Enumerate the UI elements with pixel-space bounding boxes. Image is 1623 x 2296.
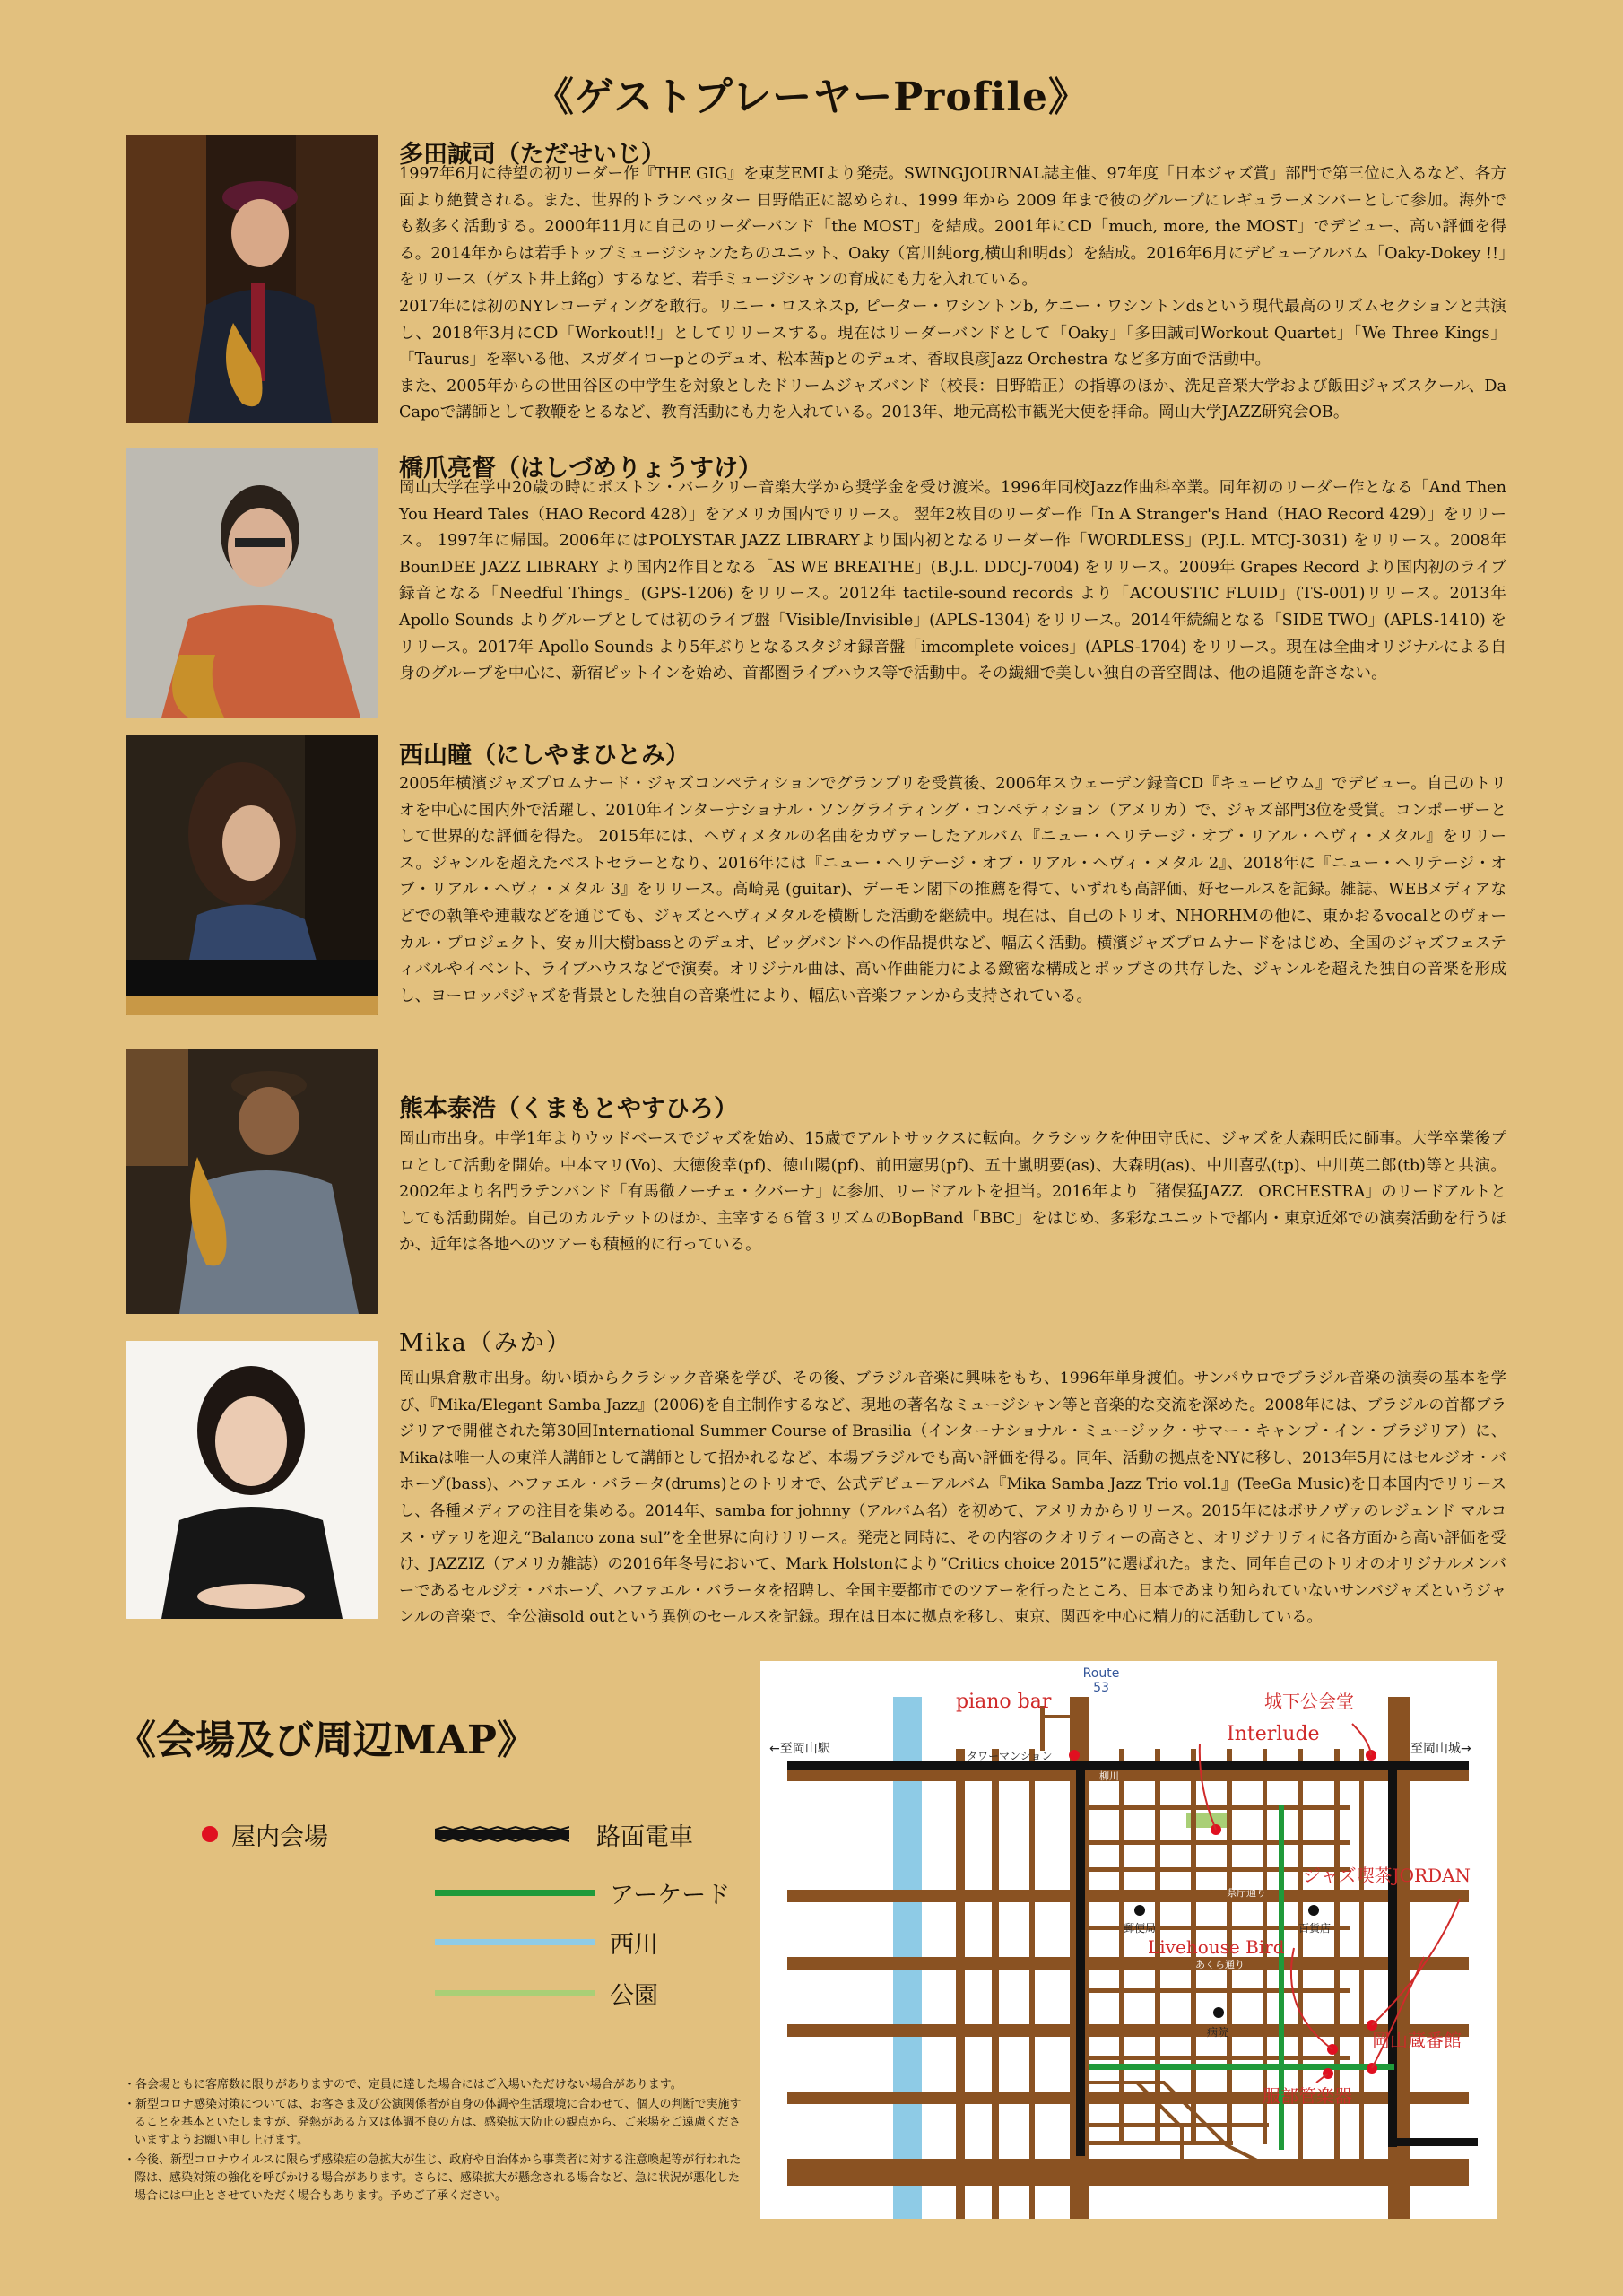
- legend-arcade: [435, 1874, 731, 1910]
- to-station-label: ←至岡山駅: [769, 1742, 830, 1756]
- route-label: Route: [1082, 1666, 1120, 1681]
- profile-bio: 2005年横濱ジャズプロムナード・ジャズコンペティションでグランプリを受賞後、2006年スウェーデン録音CD『キュービウム』でデビュー。自己のトリオを中心に国内外で活躍し、2010年インターナショナル・ソングライティング・コンペティション（アメリカ）で、ジャズ部門3位を受賞。コンポーザーとして世界的な評価を得た。 2015年には、ヘヴィメタルの名曲をカヴァーしたアルバム『ニュー・ヘリテージ・オブ・リアル・ヘヴィ・メタル』をリリース。ジャンルを超えたベストセラーとなり、2016年には『ニュー・ヘリテージ・オブ・リアル・ヘヴィ・メタル 2』、2018年に『ニュー・ヘリテージ・オブ・リアル・ヘヴィ・メタル 3』をリリース。高崎晃 (guitar)、デーモン閣下の推薦を得て、いずれも高評価、好セールスを記録。雑誌、WEBメディアなどでの執筆や連載などを通じても、ジャズとヘヴィメタルを横断した活動を継続中。現在は、自己のトリオ、NHORHMの他に、東かおるvocalとのヴォーカル・プロジェクト、安ヵ川大樹bassとのデュオ、ビッグバンドへの作品提供など、幅広く活動。横濱ジャズプロムナードをはじめ、全国のジャズフェスティバルやイベント、ライブハウスなどで演奏。オリジナル曲は、高い作曲能力による緻密な構成とポップさの共存した、ジャンルを超えた独自の音楽を形成し、ヨーロッパジャズを背景とした独自の音楽性により、幅広い音楽ファンから支持されている。: [399, 775, 1506, 1005]
- profile-bio: 岡山県倉敷市出身。幼い頃からクラシック音楽を学び、その後、ブラジル音楽に興味をもち、1996年単身渡伯。サンパウロでブラジル音楽の演奏の基本を学び、『Mika/Elegant Samba Jazz』(2006)を自主制作するなど、現地の著名なミュージシャン等と音楽的な交流を深めた。2008年には、ブラジルの首都ブラジリアで開催された第30回International Summer Course of Brasilia（インターナショナル・ミュージック・サマー・キャンプ・イン・ブラジリア）に、Mikaは唯一人の東洋人講師として講師として招かれるなど、本場ブラジルでも高い評価を得る。同年、活動の拠点をNYに移し、2013年5月にはセルジオ・バホーゾ(bass)、ハファエル・バラータ(drums)とのトリオで、公式デビューアルバム『Mika Samba Jazz Trio vol.1』(TeeGa Music)を日本国内でリリースし、各種メディアの注目を集める。2014年、samba for johnny（アルバム名）を初めて、アメリカからリリース。2015年にはボサノヴァのレジェンド マルコス・ヴァリを迎え“Balanco zona sul”を全世界に向けリリース。発売と同時に、その内容のクオリティーの高さと、オリジナリティに各方面から高い評価を受け、JAZZIZ（アメリカ雑誌）の2016年冬号において、Mark Holstonにより“Critics choice 2015”に選ばれた。また、同年自己のトリオのオリジナルメンバーであるセルジオ・バホーゾ、ハファエル・バラータを招聘し、全国主要都市でのツアーを行ったところ、日本であまり知られていないサンバジャズというジャンルの音楽で、全公演sold outという異例のセールスを記録。現在は日本に拠点を移し、東京、関西を中心に精力的に活動している。: [399, 1370, 1506, 1627]
- shiroshita-label: 城下公会堂: [1264, 1691, 1354, 1712]
- bird-label: Livehouse Bird: [1148, 1936, 1285, 1958]
- area-map: [760, 1661, 1497, 2219]
- post-office-label: 郵便局: [1124, 1922, 1157, 1935]
- profile-tada: [126, 135, 1506, 430]
- photo-hashizume: [126, 448, 378, 718]
- yanagawa-label: 柳川: [1099, 1770, 1119, 1782]
- hospital-label: 病院: [1207, 2026, 1229, 2039]
- route-number: 53: [1093, 1681, 1109, 1695]
- legend-tram: [435, 1816, 693, 1852]
- note-item: ・新型コロナ感染対策については、お客さま及び公演関係者が自身の体調や生活環境に合わせて、個人の判断で実施することを基本といたしますが、発熱がある方又は体調不良の方は、感染拡大防止の観点から、ご来場をご遠慮くださいますようお願い申し上げます。: [124, 2098, 742, 2147]
- gaku-label: 岡山蔵番館: [1372, 2030, 1462, 2051]
- photo-tada: [126, 135, 378, 423]
- kencho-label: 県庁通り: [1227, 1887, 1266, 1899]
- profile-bio: 1997年6月に待望の初リーダー作『THE GIG』を東芝EMIより発売。SWINGJOURNAL誌主催、97年度「日本ジャズ賞」部門で第三位に入るなど、各方面より絶賛される。また、世界的トランペッター 日野皓正に認められ、1999 年から 2009 年まで彼のグループにレギュラーメンバーとして参加。海外でも数多く活動する。2000年11月に自己のリーダーバンド「the MOST」を結成。2001年にCD「much, more, the MOST」でデビュー、高い評価を得る。2014年からは若手トップミュージシャンたちのユニット、Oaky（宮川純org,横山和明ds）を結成。2016年6月にデビューアルバム「Oaky-Dokey !!」をリリース（ゲスト井上銘g）するなど、若手ミュージシャンの育成にも力を入れている。 2017年には初のNYレコーディングを敢行。リニー・ロスネスp, ピーター・ワシントンb, ケニー・ワシントンdsという現代最高のリズムセクションと共演し、2018年3月にCD「Workout!!」としてリリースする。現在はリーダーバンドとして「Oaky」「多田誠司Workout Quartet」「We Three Kings」「Taurus」を率いる他、スガダイローpとのデュオ、松本茜pとのデュオ、香取良彦Jazz Orchestra など多方面で活動中。 また、2005年からの世田谷区の中学生を対象としたドリームジャズバンド（校長：日野皓正）の指導のほか、洗足音楽大学および飯田ジャズスクール、Da Capoで講師として教鞭をとるなど、教育活動にも力を入れている。2013年、地元高松市観光大使を拝命。岡山大学JAZZ研究会OB。: [399, 165, 1506, 422]
- arcade-line-icon: [435, 1890, 595, 1896]
- photo-mika: [126, 1341, 378, 1619]
- red-dot-icon: [202, 1826, 218, 1842]
- profile-mika: [126, 1323, 1506, 1655]
- note-item: ・今後、新型コロナウイルスに限らず感染症の急拡大が生じ、政府や自治体から事業者に対する注意喚起等が行われた際は、感染対策の強化を呼びかける場合があります。さらに、感染拡大が懸念される場合など、急に状況が悪化した場合には中止とさせていただく場合もあります。予めご了承ください。: [124, 2153, 742, 2203]
- river-line-icon: [435, 1939, 595, 1945]
- piano-bar-label: piano bar: [956, 1691, 1052, 1713]
- daiunji-label: 大雲寺: [1092, 2146, 1125, 2159]
- hattori-label: 服部管楽器: [1263, 2085, 1352, 2107]
- legend-label: 西川: [610, 1930, 658, 1959]
- roads: [787, 1697, 1469, 2219]
- interlude-label: Interlude: [1227, 1723, 1320, 1745]
- profile-name: Mika（みか）: [399, 1329, 572, 1357]
- profile-name: 橋爪亮督（はしづめりょうすけ）: [399, 455, 762, 483]
- note-item: ・各会場ともに客席数に限りがありますので、定員に達した場合にはご入場いただけない場合があります。: [124, 2078, 682, 2092]
- profile-name: 西山瞳（にしやまひとみ）: [399, 742, 690, 770]
- park-line-icon: [435, 1990, 595, 1996]
- page-title: 《ゲストプレーヤーProfile》: [534, 74, 1089, 120]
- profile-name: 熊本泰浩（くまもとやすひろ）: [399, 1095, 738, 1123]
- jordan-label: ジャズ喫茶JORDAN: [1303, 1865, 1471, 1886]
- photo-kumamoto: [126, 1049, 378, 1314]
- profile-bio: 岡山市出身。中学1年よりウッドベースでジャズを始め、15歳でアルトサックスに転向。クラシックを仲田守氏に、ジャズを大森明氏に師事。大学卒業後プロとして活動を開始。中本マリ(Vo)、大徳俊幸(pf)、徳山陽(pf)、前田憲男(pf)、五十嵐明要(as)、大森明(as)、中川喜弘(tp)、中川英二郎(tb)等と共演。2002年より名門ラテンバンド「有馬徹ノーチェ・クバーナ」に参加、リードアルトを担当。2016年より「猪俣猛JAZZ ORCHESTRA」のリードアルトとしても活動開始。自己のカルテットのほか、主宰する６管３リズムのBopBand「BBC」をはじめ、多彩なユニットで都内・東京近郊での演奏活動を行うほか、近年は各地へのツアーも積極的に行っている。: [399, 1130, 1506, 1255]
- profile-nishiyama: [126, 735, 1506, 1022]
- dept-store-label: 百貨店: [1298, 1922, 1332, 1935]
- legend-label: 屋内会場: [231, 1822, 328, 1851]
- profile-bio: 岡山大学在学中20歳の時にボストン・バークリー音楽大学から奨学金を受け渡米。1996年同校Jazz作曲科卒業。同年初のリーダー作となる「And Then You Heard Tales（HAO Record 428）」をアメリカ国内でリリース。 翌年2枚目のリーダー作「In A Stranger's Hand（HAO Record 429）」をリリース。 1997年に帰国。2006年にはPOLYSTAR JAZZ LIBRARYより国内初となるリーダー作「WORDLESS」(P.J.L. MTCJ-3031) をリリース。2008年 BounDEE JAZZ LIBRARY より国内2作目となる「AS WE BREATHE」(B.J.L. DDCJ-7004) をリリース。2009年 Grapes Record より国内初のライブ録音となる「Needful Things」(GPS-1206) をリリース。2012年 tactile‐sound records より「ACOUSTIC FLUID」(TS-001)リリース。2013年 Apollo Sounds よりグループとしては初のライブ盤「Visible/Invisible」(APLS-1304) をリリース。2014年続編となる「SIDE TWO」(APLS-1410) をリリース。2017年 Apollo Sounds より5年ぶりとなるスタジオ録音盤「imcomplete voices」(APLS-1704) をリリース。現在は全曲オリジナルによる自身のグループを中心に、新宿ピットインを始め、首都圏ライブハウス等で活動中。その繊細で美しい独自の音空間は、他の追随を許さない。: [399, 479, 1506, 683]
- profile-name: 多田誠司（ただせいじ）: [399, 141, 665, 169]
- legend-river: [435, 1924, 658, 1960]
- legend-park: [435, 1975, 658, 2011]
- photo-nishiyama: [126, 735, 378, 1015]
- legend-label: アーケード: [610, 1881, 731, 1909]
- legend-label: 路面電車: [596, 1822, 693, 1851]
- to-castle-label: 至岡山城→: [1410, 1742, 1471, 1756]
- akura-label: あくら通り: [1195, 1959, 1245, 1970]
- legend-venue: [197, 1816, 328, 1852]
- notes: [124, 2076, 742, 2207]
- map-section-title: 《会場及び周辺MAP》: [117, 1718, 536, 1763]
- legend-label: 公園: [610, 1981, 658, 2010]
- tram-line-icon: [435, 1825, 569, 1843]
- profile-kumamoto: [126, 1049, 1506, 1318]
- profile-hashizume: [126, 448, 1506, 718]
- tower-label: タワーマンション: [967, 1750, 1053, 1762]
